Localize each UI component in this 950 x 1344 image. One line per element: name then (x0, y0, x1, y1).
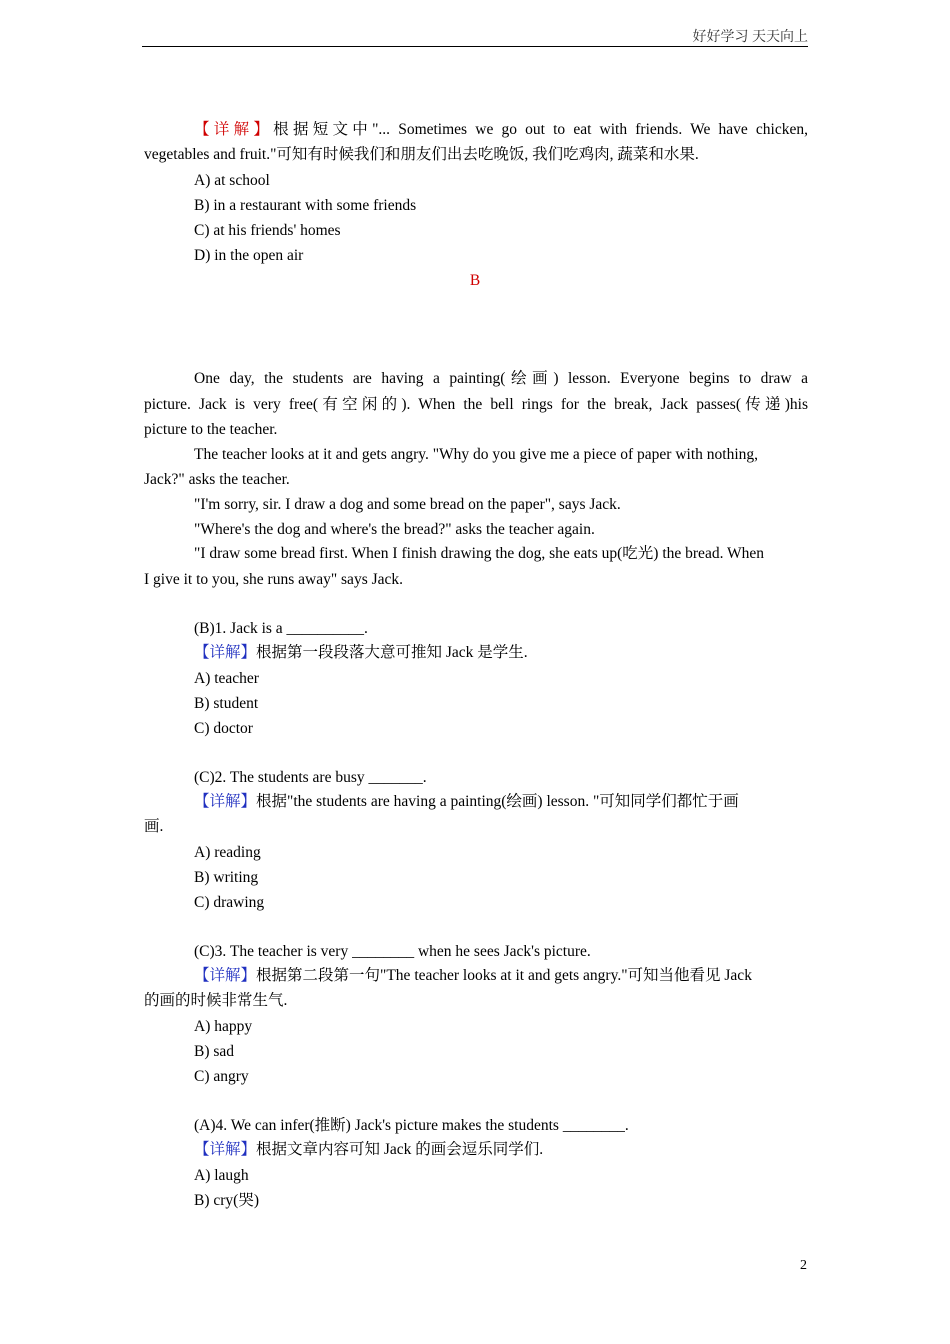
option: B) sad (194, 1043, 235, 1060)
explanation-line-2: vegetables and fruit."可知有时候我们和朋友们出去吃晚饭, 我们吃鸡肉, 蔬菜和水果. (144, 146, 699, 163)
explanation-text: 根据"the students are having a painting(绘画) lesson. "可知同学们都忙于画 (256, 793, 739, 810)
explanation-text: 根据文章内容可知 Jack 的画会逗乐同学们. (256, 1141, 544, 1158)
explanation-tag: 【详解】 (194, 1141, 257, 1158)
question-stem: (C)3. The teacher is very ________ when he sees Jack's picture. (194, 943, 591, 960)
question-stem: (B)1. Jack is a __________. (194, 620, 368, 637)
explanation-tag: 【详解】 (194, 793, 257, 810)
question-stem: (A)4. We can infer(推断) Jack's picture makes the students ________. (194, 1117, 629, 1134)
explanation-line-2: 画. (144, 818, 164, 835)
explanation-line (194, 120, 808, 140)
explanation-line (194, 1140, 543, 1160)
passage-line: One day, the students are having a painting(绘画) lesson. Everyone begins to draw a (194, 370, 808, 387)
option: A) at school (194, 172, 270, 189)
passage-line: picture to the teacher. (144, 421, 278, 438)
option: A) teacher (194, 670, 259, 687)
passage-line: "I'm sorry, sir. I draw a dog and some bread on the paper", says Jack. (194, 496, 621, 513)
explanation-tag: 【详解】 (194, 644, 257, 661)
explanation-line (194, 643, 528, 663)
explanation-line-2: 的画的时候非常生气. (144, 992, 288, 1009)
explanation-tag: 【详解】 (194, 967, 257, 984)
passage-line: I give it to you, she runs away" says Jack. (144, 571, 404, 588)
explanation-line (194, 966, 752, 986)
option: B) writing (194, 869, 259, 886)
passage-line: The teacher looks at it and gets angry. "Why do you give me a piece of paper with nothing, (194, 446, 759, 463)
header-motto: 好好学习 天天向上 (692, 30, 808, 45)
explanation-line (194, 792, 739, 812)
explanation-text: 根据短文中"... Sometimes we go out to eat with friends. We have chicken, (273, 121, 808, 138)
option: B) in a restaurant with some friends (194, 197, 417, 214)
explanation-text: 根据第二段第一句"The teacher looks at it and gets angry."可知当他看见 Jack (256, 967, 752, 984)
passage-line: picture. Jack is very free(有空闲的). When the bell rings for the break, Jack passes(传递)his (144, 396, 808, 413)
option: B) cry(哭) (194, 1192, 259, 1209)
option: A) reading (194, 844, 261, 861)
passage-line: "Where's the dog and where's the bread?" asks the teacher again. (194, 521, 595, 538)
passage-line: Jack?" asks the teacher. (144, 471, 290, 488)
explanation-text: 根据第一段段落大意可推知 Jack 是学生. (256, 644, 528, 661)
section-heading: B (469, 272, 481, 289)
option: A) laugh (194, 1167, 249, 1184)
option: D) in the open air (194, 247, 304, 264)
option: C) drawing (194, 894, 265, 911)
explanation-tag: 【详解】 (194, 121, 274, 138)
option: C) angry (194, 1068, 249, 1085)
option: A) happy (194, 1018, 253, 1035)
option: B) student (194, 695, 259, 712)
question-stem: (C)2. The students are busy _______. (194, 769, 427, 786)
passage-line: "I draw some bread first. When I finish drawing the dog, she eats up(吃光) the bread. When (194, 545, 765, 562)
page-header (142, 22, 808, 47)
option: C) at his friends' homes (194, 222, 341, 239)
page-number: 2 (800, 1258, 807, 1273)
option: C) doctor (194, 720, 253, 737)
